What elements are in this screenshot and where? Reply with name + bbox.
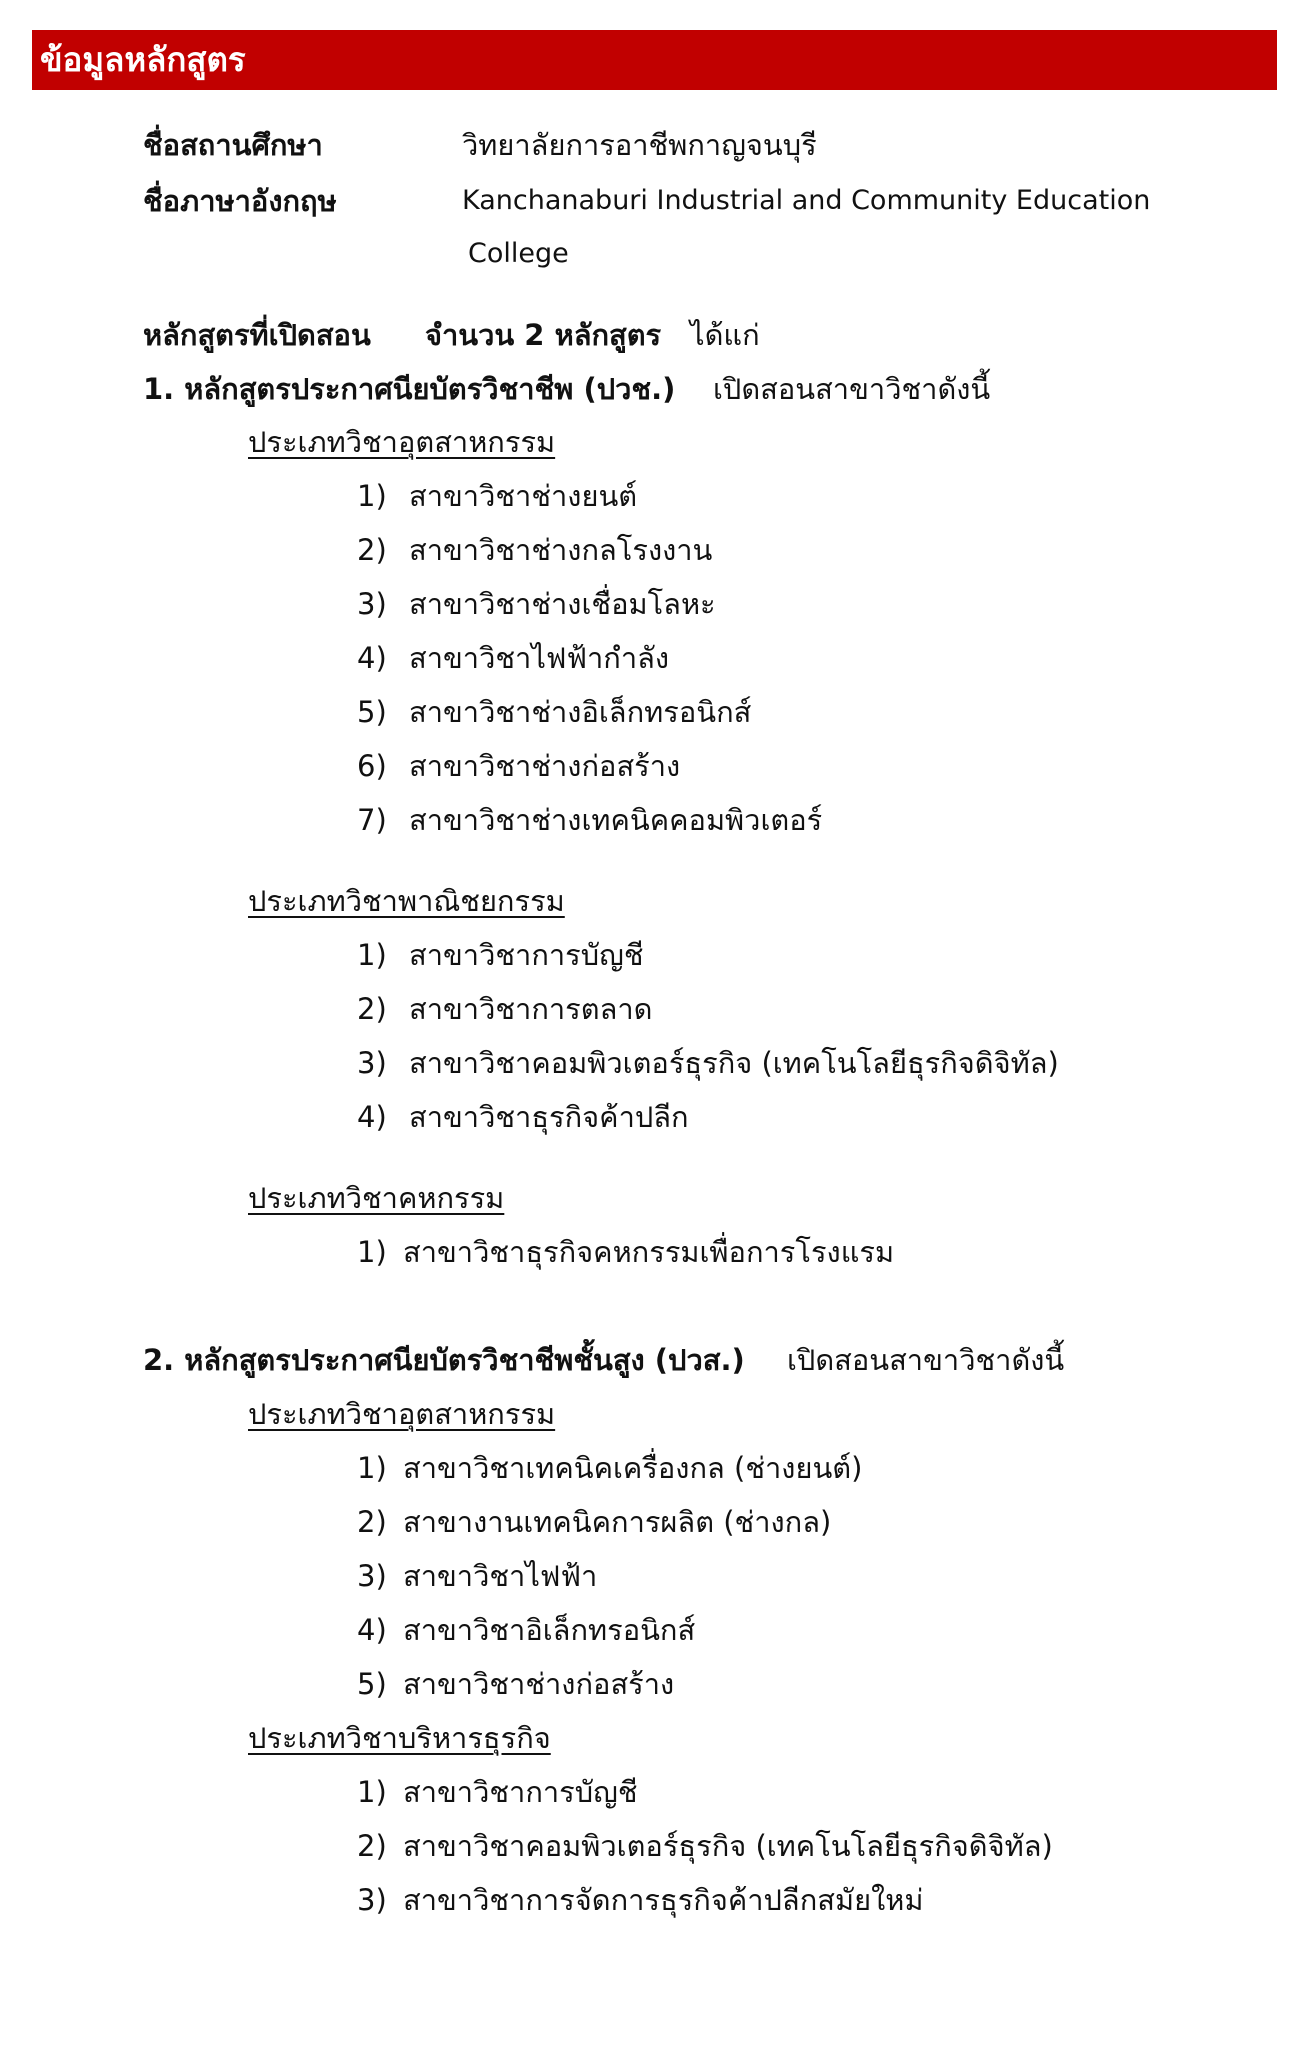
program-1-category-commerce: ประเภทวิชาพาณิชยกรรม xyxy=(248,884,565,918)
list-item: สาขาวิชาธุรกิจค้าปลีก xyxy=(409,1100,689,1134)
list-item: สาขาวิชาช่างก่อสร้าง xyxy=(403,1667,675,1701)
program-1-title: 1. หลักสูตรประกาศนียบัตรวิชาชีพ (ปวช.) xyxy=(143,372,676,406)
list-item-number: 1) xyxy=(357,1235,387,1269)
list-item-number: 5) xyxy=(357,1667,387,1701)
english-name-label: ชื่อภาษาอังกฤษ xyxy=(143,184,337,218)
list-item: สาขาวิชาไฟฟ้ากำลัง xyxy=(409,641,670,675)
list-item-number: 1) xyxy=(357,479,387,513)
list-item: สาขาวิชาช่างเชื่อมโลหะ xyxy=(409,587,716,621)
list-item-number: 4) xyxy=(357,641,387,675)
list-item-number: 1) xyxy=(357,938,387,972)
english-name-value-line1: Kanchanaburi Industrial and Community Education xyxy=(462,185,1151,216)
list-item-number: 2) xyxy=(357,1505,387,1539)
list-item: สาขาวิชาช่างเทคนิคคอมพิวเตอร์ xyxy=(409,803,823,837)
institution-name-value: วิทยาลัยการอาชีพกาญจนบุรี xyxy=(462,128,817,162)
list-item-number: 7) xyxy=(357,803,387,837)
program-2-suffix: เปิดสอนสาขาวิชาดังนี้ xyxy=(787,1343,1065,1377)
list-item-number: 2) xyxy=(357,1829,387,1863)
list-item: สาขาวิชาเทคนิคเครื่องกล (ช่างยนต์) xyxy=(403,1451,863,1485)
program-2-category-business: ประเภทวิชาบริหารธุรกิจ xyxy=(248,1721,551,1755)
list-item: สาขาวิชาช่างก่อสร้าง xyxy=(409,749,681,783)
header-banner xyxy=(32,30,1277,90)
list-item: สาขาวิชาคอมพิวเตอร์ธุรกิจ (เทคโนโลยีธุรกิจดิจิทัล) xyxy=(403,1829,1053,1863)
program-1-category-industry: ประเภทวิชาอุตสาหกรรม xyxy=(248,425,556,459)
programs-suffix: ได้แก่ xyxy=(690,318,760,352)
program-2-title: 2. หลักสูตรประกาศนียบัตรวิชาชีพชั้นสูง (ปวส.) xyxy=(143,1343,745,1377)
list-item: สาขาวิชาการบัญชี xyxy=(409,938,644,972)
list-item: สาขาวิชาการตลาด xyxy=(409,992,653,1026)
list-item-number: 3) xyxy=(357,1559,387,1593)
list-item-number: 3) xyxy=(357,1883,387,1917)
list-item-number: 3) xyxy=(357,1046,387,1080)
list-item: สาขาวิชาอิเล็กทรอนิกส์ xyxy=(403,1613,696,1647)
list-item-number: 2) xyxy=(357,533,387,567)
programs-label: หลักสูตรที่เปิดสอน xyxy=(143,318,371,352)
list-item: สาขาวิชาการจัดการธุรกิจค้าปลีกสมัยใหม่ xyxy=(403,1883,924,1917)
list-item: สาขาวิชาช่างอิเล็กทรอนิกส์ xyxy=(409,695,752,729)
program-1-suffix: เปิดสอนสาขาวิชาดังนี้ xyxy=(713,372,991,406)
institution-name-label: ชื่อสถานศึกษา xyxy=(143,128,323,162)
list-item: สาขางานเทคนิคการผลิต (ช่างกล) xyxy=(403,1505,832,1539)
programs-count: จำนวน 2 หลักสูตร xyxy=(425,318,662,352)
list-item-number: 4) xyxy=(357,1100,387,1134)
list-item-number: 5) xyxy=(357,695,387,729)
list-item: สาขาวิชาการบัญชี xyxy=(403,1775,638,1809)
list-item-number: 1) xyxy=(357,1775,387,1809)
program-1-category-home-economics: ประเภทวิชาคหกรรม xyxy=(248,1181,505,1215)
list-item: สาขาวิชาคอมพิวเตอร์ธุรกิจ (เทคโนโลยีธุรกิจดิจิทัล) xyxy=(409,1046,1059,1080)
list-item: สาขาวิชาช่างยนต์ xyxy=(409,479,638,513)
list-item-number: 2) xyxy=(357,992,387,1026)
list-item: สาขาวิชาไฟฟ้า xyxy=(403,1559,598,1593)
list-item: สาขาวิชาช่างกลโรงงาน xyxy=(409,533,713,567)
list-item-number: 6) xyxy=(357,749,387,783)
page-title: ข้อมูลหลักสูตร xyxy=(40,40,246,79)
list-item-number: 3) xyxy=(357,587,387,621)
program-2-category-industry: ประเภทวิชาอุตสาหกรรม xyxy=(248,1397,556,1431)
list-item-number: 4) xyxy=(357,1613,387,1647)
list-item-number: 1) xyxy=(357,1451,387,1485)
list-item: สาขาวิชาธุรกิจคหกรรมเพื่อการโรงแรม xyxy=(403,1235,895,1269)
english-name-value-line2: College xyxy=(468,238,569,269)
